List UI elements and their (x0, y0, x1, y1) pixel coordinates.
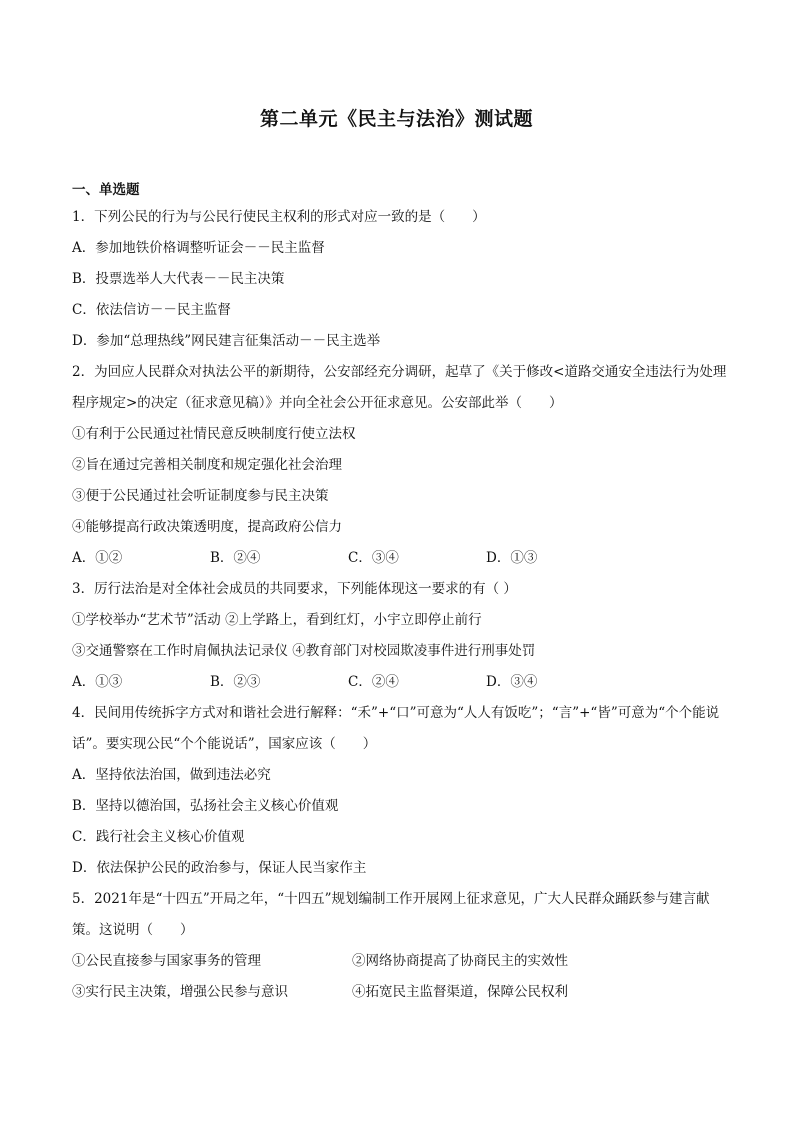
option: A．参加地铁价格调整听证会－－民主监督 (72, 240, 325, 256)
question-stem: 1．下列公民的行为与公民行使民主权利的形式对应一致的是（ ） (72, 209, 486, 225)
exam-content (72, 178, 727, 1008)
statement: ③交通警察在工作时肩佩执法记录仪 ④教育部门对校园欺凌事件进行刑事处罚 (72, 643, 536, 659)
question-stem: 3．厉行法治是对全体社会成员的共同要求，下列能体现这一要求的有（ ） (72, 581, 517, 597)
choice: D．①③ (486, 550, 538, 566)
question-3 (72, 574, 727, 698)
statement: ①公民直接参与国家事务的管理 (72, 953, 261, 969)
choice: D．③④ (486, 674, 538, 690)
section-heading: 一、单选题 (72, 182, 140, 198)
statement-row (72, 946, 727, 977)
statement: ①有利于公民通过社情民意反映制度行使立法权 (72, 426, 356, 442)
question-stem: 4．民间用传统拆字方式对和谐社会进行解释：“禾”+“口”可意为“人人有饭吃”；“言”+“皆”可意为“个个能说话”。要实现公民“个个能说话”，国家应该（ ） (72, 705, 720, 752)
question-1 (72, 202, 727, 357)
statement: ④拓宽民主监督渠道，保障公民权利 (352, 984, 568, 1000)
choice: C．②④ (348, 674, 399, 690)
statement: ②网络协商提高了协商民主的实效性 (352, 953, 568, 969)
option: D．依法保护公民的政治参与，保证人民当家作主 (72, 860, 367, 876)
statement: ②旨在通过完善相关制度和规定强化社会治理 (72, 457, 342, 473)
question-2 (72, 357, 727, 574)
statement-row (72, 977, 727, 1008)
choice: A．①③ (72, 674, 123, 690)
option: C．践行社会主义核心价值观 (72, 829, 245, 845)
statement: ③实行民主决策，增强公民参与意识 (72, 984, 288, 1000)
choice-row (72, 667, 727, 698)
question-4 (72, 698, 727, 884)
statement: ①学校举办“艺术节”活动 ②上学路上，看到红灯，小宇立即停止前行 (72, 612, 482, 628)
option: B．投票选举人大代表－－民主决策 (72, 271, 285, 287)
question-stem: 2．为回应人民群众对执法公平的新期待，公安部经充分调研，起草了《关于修改<道路交通安全违法行为处理程序规定>的决定（征求意见稿）》并向全社会公开征求意见。公安部此举（ ） (72, 364, 727, 411)
statement: ③便于公民通过社会听证制度参与民主决策 (72, 488, 329, 504)
choice: B．②③ (210, 674, 261, 690)
statement: ④能够提高行政决策透明度，提高政府公信力 (72, 519, 342, 535)
question-stem: 5．2021年是“十四五”开局之年，“十四五”规划编制工作开展网上征求意见，广大人民群众踊跃参与建言献策。这说明（ ） (72, 891, 710, 938)
choice-row (72, 543, 727, 574)
question-5 (72, 884, 727, 1008)
option: B．坚持以德治国，弘扬社会主义核心价值观 (72, 798, 339, 814)
option: D．参加“总理热线”网民建言征集活动－－民主选举 (72, 333, 381, 349)
choice: B．②④ (210, 550, 261, 566)
option: C．依法信访－－民主监督 (72, 302, 231, 318)
option: A．坚持依法治国，做到违法必究 (72, 767, 271, 783)
page-title: 第二单元《民主与法治》测试题 (259, 108, 533, 130)
choice: C．③④ (348, 550, 399, 566)
choice: A．①② (72, 550, 123, 566)
